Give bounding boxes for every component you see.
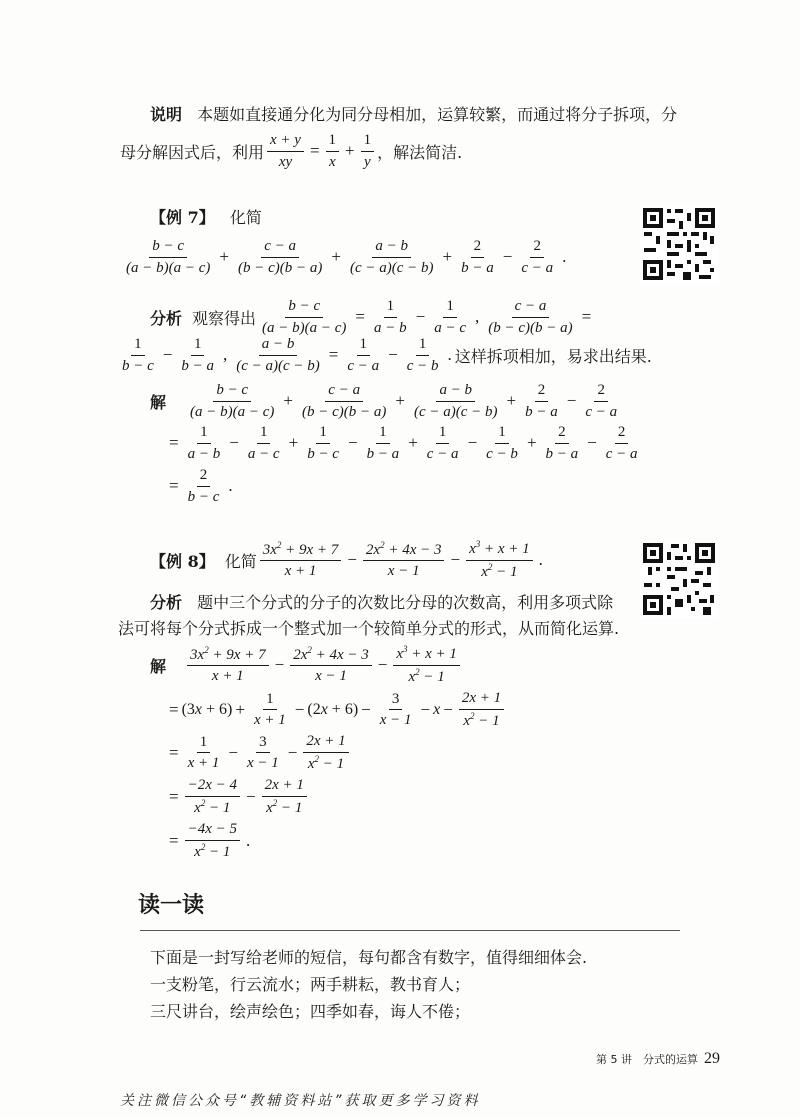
note-text-3: ，解法简洁. (377, 142, 463, 162)
example7-heading (150, 205, 262, 228)
example8-solution-line-5: = $\frac{-4x - 5}{x^2 - 1}$ . (169, 821, 251, 860)
analysis-text: 题中三个分式的分子的次数比分母的次数高，利用多项式除 (197, 593, 614, 612)
analysis-label: 分析 (150, 593, 183, 612)
note-line-1 (150, 102, 677, 125)
note-text-1: 本题如直接通分化为同分母相加，运算较繁，而通过将分子拆项，分 (197, 105, 678, 124)
example8-title: 化简 (224, 551, 257, 571)
note-label: 说明 (150, 105, 183, 124)
example7-solution-line-1: 解 $\frac{b - c}{(a - b)(a - c)}$ + $\frac{c - a}{(b - c)(b - a)}$ + $\frac{a - b}{(c - a)(c - b)}$ + $\frac{2}{b - a}$ − $\frac{2}{c - a}$ (150, 382, 618, 420)
example7-solution-line-2: = $\frac{1}{a - b}$ − $\frac{1}{a - c}$ + $\frac{1}{b - c}$ − $\frac{1}{b - a}$ + $\frac{1}{c - a}$ − $\frac{1}{c - b}$ + $\frac{2}{b - a}$ − $\frac{2}{c - a}$ (169, 424, 638, 462)
formula-fraction: $\frac{1}{x}$ (326, 132, 340, 170)
analysis-label: 分析 (150, 308, 183, 328)
solution-label: 解 (150, 392, 167, 412)
example8-solution-line-4: = $\frac{-2x - 4}{x^2 - 1}$ − $\frac{2x + 1}{x^2 - 1}$ (166, 777, 310, 816)
formula-fraction: $\frac{x + y}{xy}$ (267, 132, 304, 170)
qr-code-icon[interactable] (640, 205, 718, 283)
chapter-title: 第 5 讲 分式的运算 (596, 1053, 698, 1066)
page-footer (596, 1050, 720, 1068)
page-number: 29 (704, 1050, 720, 1067)
example8-analysis-line-2 (118, 616, 619, 639)
example8-heading: 【例 8】 化简 $\frac{3x^2 + 9x + 7}{x + 1}$ − $\frac{2x^2 + 4x - 3}{x - 1}$ − $\frac{x^3 + x + 1}{x^2 - 1}$ . (150, 539, 543, 580)
example7-solution-line-3: = $\frac{2}{b - c}$ . (169, 467, 233, 505)
note-line-2: 母分解因式后，利用 $\frac{x + y}{xy}$ = $\frac{1}{x}$ + $\frac{1}{y}$ ，解法简洁. (120, 132, 463, 170)
qr-code-icon[interactable] (640, 540, 718, 618)
example8-analysis-line-1 (150, 590, 613, 613)
example7-problem: $\frac{b - c}{(a - b)(a - c)}$ + $\frac{c - a}{(b - c)(b - a)}$ + $\frac{a - b}{(c - a)(c - b)}$ + $\frac{2}{b - a}$ − $\frac{2}{c - a}$ . (126, 238, 567, 276)
analysis-text: 观察得出 (192, 308, 257, 328)
note-text-2: 母分解因式后，利用 (120, 142, 265, 162)
example7-analysis-line-2: $\frac{1}{b - c}$ − $\frac{1}{b - a}$ , $\frac{a - b}{(c - a)(c - b)}$ = $\frac{1}{c - a}$ − $\frac{1}{c - b}$ . 这样拆项相加，易求出结果. (122, 336, 652, 374)
example7-label: 【例 7】 (150, 208, 215, 227)
formula-fraction: $\frac{1}{y}$ (361, 132, 375, 170)
reading-line: 下面是一封写给老师的短信，每句都含有数字，值得细细体会. (150, 948, 588, 967)
watermark-text: 关注微信公众号“教辅资料站”获取更多学习资料 (120, 1093, 481, 1109)
analysis-text: 法可将每个分式拆成一个整式加一个较简单分式的形式，从而简化运算. (118, 619, 620, 638)
example8-solution-line-2: = (3x + 6) + $\frac{1}{x + 1}$ − (2x + 6) − $\frac{3}{x - 1}$ − x − $\frac{2x + 1}{x^2 - 1}$ (166, 690, 507, 729)
solution-label: 解 (150, 656, 167, 676)
example8-solution-line-1: 解 $\frac{3x^2 + 9x + 7}{x + 1}$ − $\frac{2x^2 + 4x - 3}{x - 1}$ − $\frac{x^3 + x + 1}{x^2 - 1}$ (150, 645, 463, 685)
reading-line: 三尺讲台，绘声绘色；四季如春，诲人不倦； (150, 1002, 471, 1021)
analysis-text: 这样拆项相加，易求出结果. (454, 346, 652, 366)
example7-analysis-line-1: 分析 观察得出 $\frac{b - c}{(a - b)(a - c)}$ = $\frac{1}{a - b}$ − $\frac{1}{a - c}$ , $\frac{c - a}{(b - c)(b - a)}$ = (150, 298, 592, 336)
example8-label: 【例 8】 (150, 551, 215, 571)
section-divider (140, 930, 680, 931)
section-title: 读一读 (138, 893, 205, 918)
example8-solution-line-3: = $\frac{1}{x + 1}$ − $\frac{3}{x - 1}$ − $\frac{2x + 1}{x^2 - 1}$ (166, 733, 352, 772)
example7-title: 化简 (229, 208, 262, 227)
reading-line: 一支粉笔，行云流水；两手耕耘，教书育人； (150, 975, 471, 994)
